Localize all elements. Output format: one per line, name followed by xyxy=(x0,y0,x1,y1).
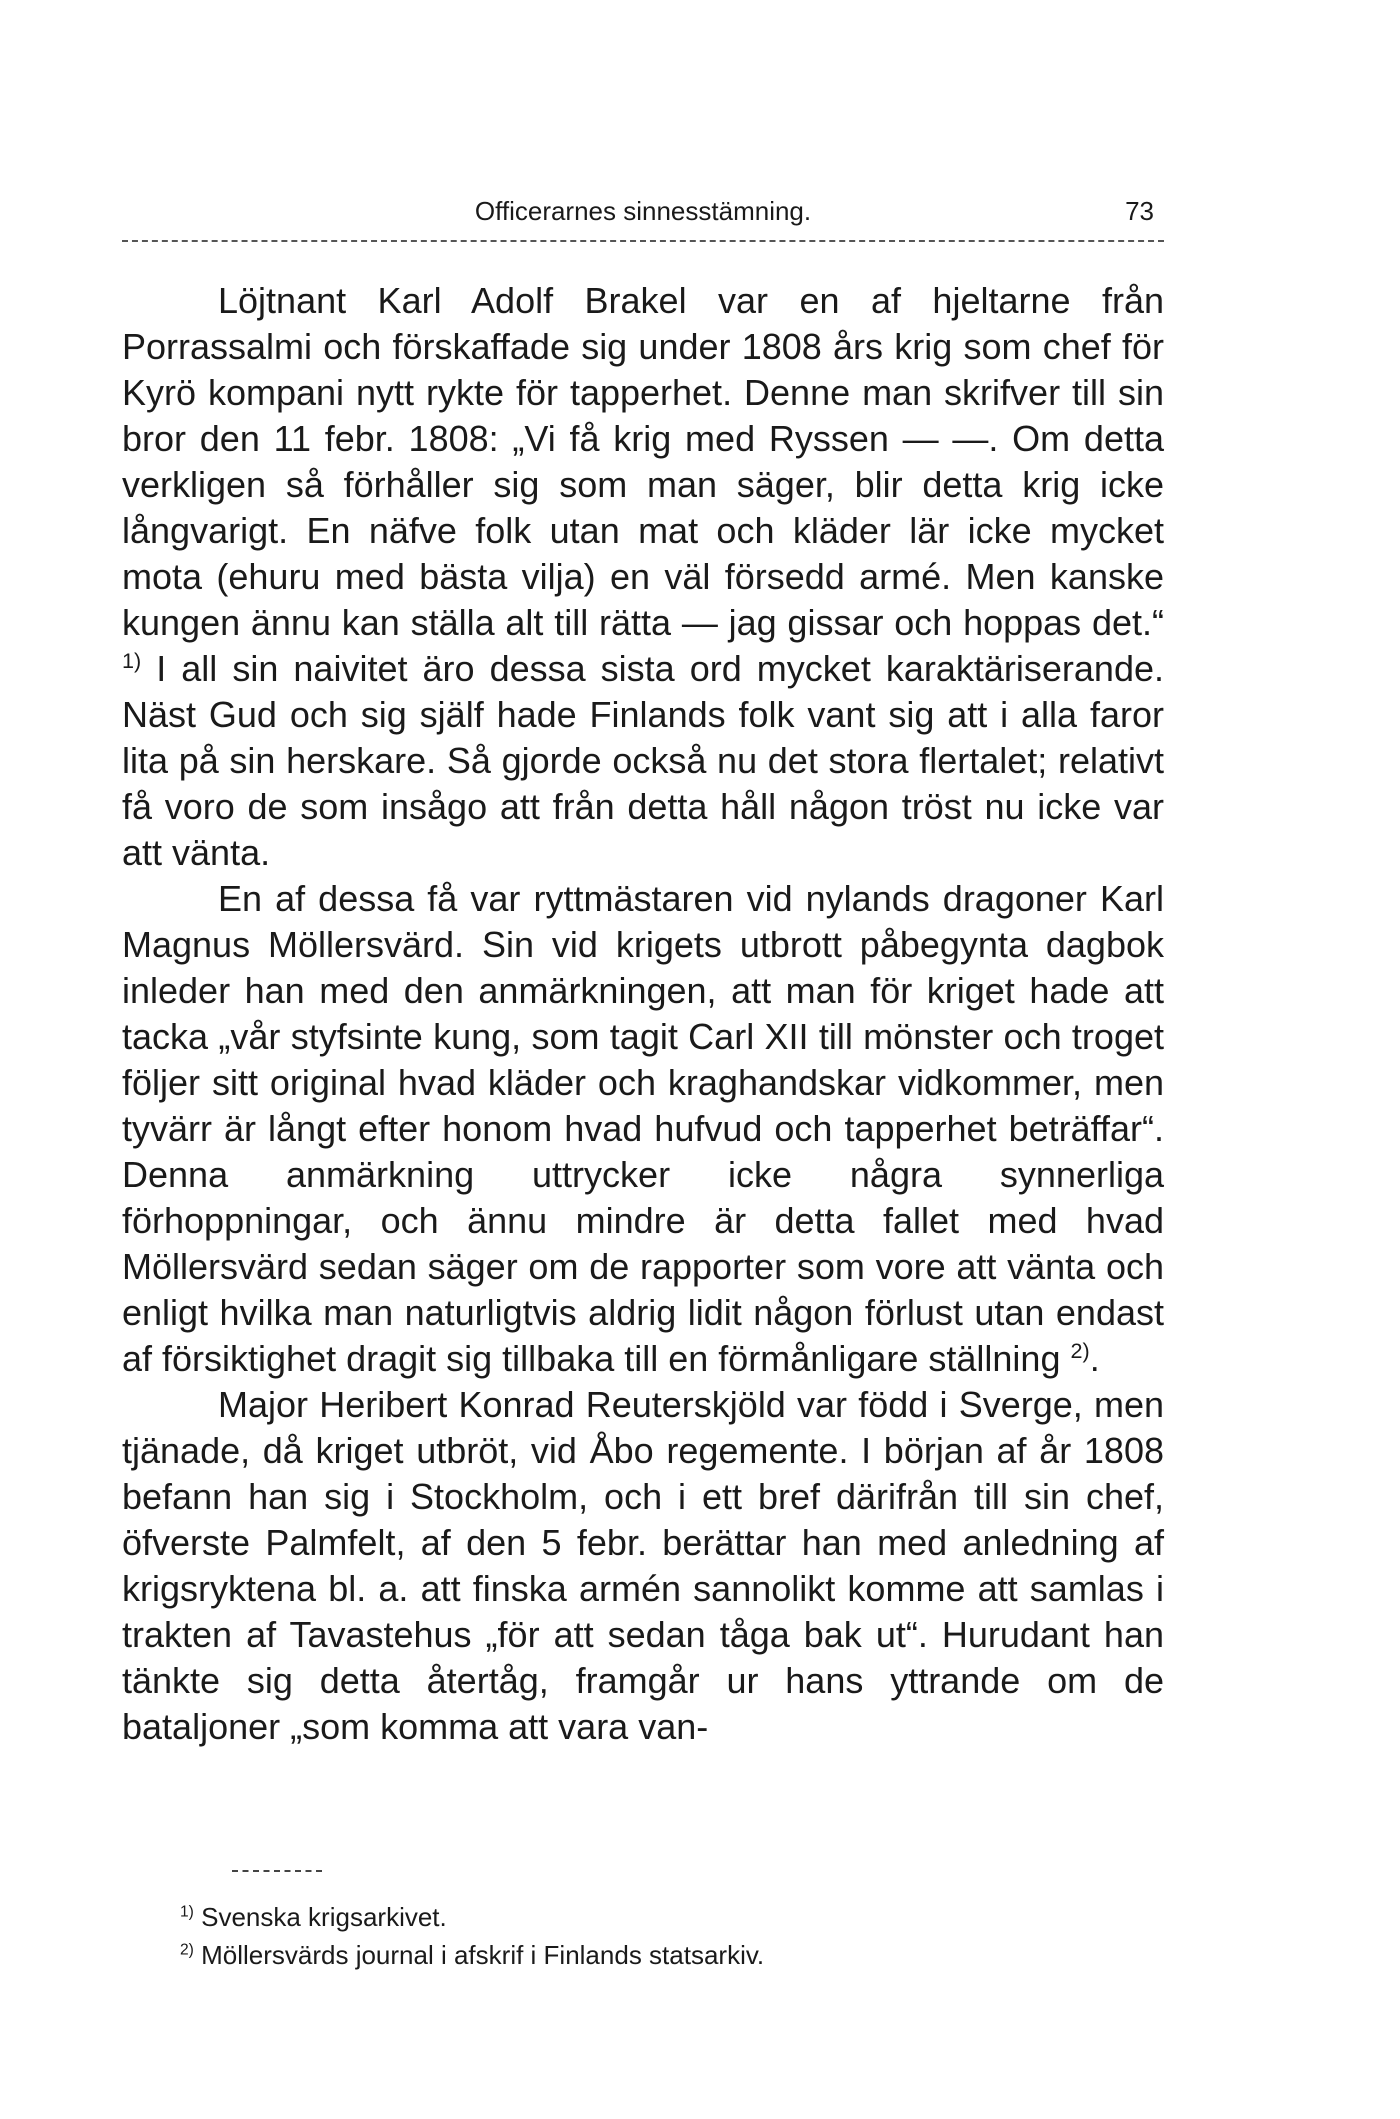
paragraph xyxy=(122,1382,1164,1750)
running-header xyxy=(122,196,1164,236)
paragraph xyxy=(122,278,1164,876)
header-rule xyxy=(122,240,1164,242)
paragraph xyxy=(122,876,1164,1382)
footnote xyxy=(180,1936,1080,1974)
paragraph-text: Löjtnant Karl Adolf Brakel var en af hjeltarne från Porrassalmi och förskaffade sig under 1808 års krig som chef för Kyrö kompani nytt rykte för tapperhet. Denne man skrifver till sin bror den 11 febr. 1808: „Vi få krig med Ryssen — —. Om detta verkligen så förhåller sig som man säger, blir detta krig icke långvarigt. En näfve folk utan mat och kläder lär icke mycket mota (ehuru med bästa vilja) en väl försedd armé. Men kanske kungen ännu kan ställa alt till rätta — jag gissar och hoppas det.“ xyxy=(122,280,1164,643)
paragraph-text: Major Heribert Konrad Reuterskjöld var född i Sverge, men tjänade, då kriget utbröt, vid Åbo regemente. I början af år 1808 befann han sig i Stockholm, och i ett bref därifrån till sin chef, öfverste Palmfelt, af den 5 febr. berättar han med anledning af krigsryktena bl. a. att finska armén sannolikt komme att samlas i trakten af Tavastehus „för att sedan tåga bak ut“. Hurudant han tänkte sig detta återtåg, framgår ur hans yttrande om de bataljoner „som komma att vara van- xyxy=(122,1384,1164,1747)
footnote-ref: 1) xyxy=(122,648,142,674)
footnotes xyxy=(180,1898,1080,1974)
page-number: 73 xyxy=(1125,196,1154,226)
paragraph-text-continued: . xyxy=(1089,1338,1100,1379)
footnote-ref: 2) xyxy=(1070,1338,1090,1364)
footnote-rule xyxy=(232,1870,322,1872)
footnote-mark: 1) xyxy=(180,1903,194,1921)
paragraph-text-continued: I all sin naivitet äro dessa sista ord mycket karaktäriserande. Näst Gud och sig själf hade Finlands folk vant sig att i alla faror lita på sin herskare. Så gjorde också nu det stora flertalet; relativt få voro de som insågo att från detta håll någon tröst nu icke var att vänta. xyxy=(122,648,1164,873)
paragraph-text: En af dessa få var ryttmästaren vid nylands dragoner Karl Magnus Möllersvärd. Sin vid krigets utbrott påbegynta dagbok inleder han med den anmärkningen, att man för kriget hade att tacka „vår styfsinte kung, som tagit Carl XII till mönster och troget följer sitt original hvad kläder och kraghandskar vidkommer, men tyvärr är långt efter honom hvad hufvud och tapperhet beträffar“. Denna anmärkning uttrycker icke några synnerliga förhoppningar, och ännu mindre är detta fallet med hvad Möllersvärd sedan säger om de rapporter som vore att vänta och enligt hvilka man naturligtvis aldrig lidit någon förlust utan endast af försiktighet dragit sig tillbaka till en förmånligare ställning xyxy=(122,878,1164,1379)
body-text xyxy=(122,278,1164,1750)
footnote-text: Möllersvärds journal i afskrif i Finlands statsarkiv. xyxy=(201,1940,765,1970)
footnote xyxy=(180,1898,1080,1936)
footnote-mark: 2) xyxy=(180,1941,194,1959)
footnote-text: Svenska krigsarkivet. xyxy=(201,1902,447,1932)
running-title: Officerarnes sinnesstämning. xyxy=(474,196,812,226)
